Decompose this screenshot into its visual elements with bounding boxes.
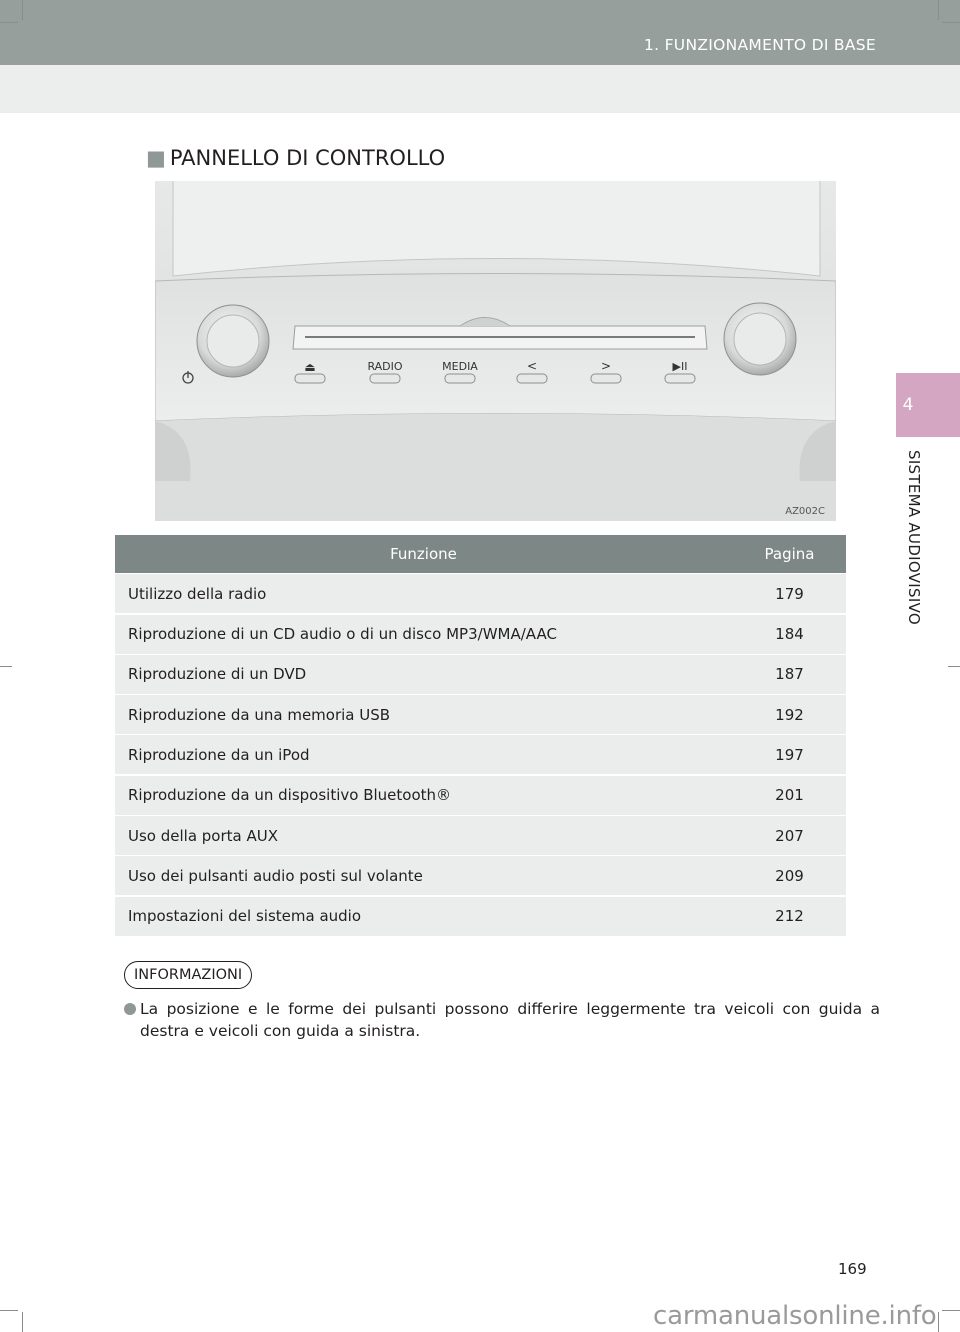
control-panel-figure: [155, 181, 836, 521]
table-row: [115, 574, 846, 613]
crop-mark: [942, 22, 960, 23]
row-funzione: Riproduzione di un CD audio o di un disco MP3/WMA/AAC: [128, 625, 557, 644]
table-row: [115, 816, 846, 855]
row-pagina: 192: [733, 695, 846, 734]
chapter-side-label: [899, 450, 923, 650]
row-pagina: 209: [733, 856, 846, 895]
prev-button-label: <: [526, 359, 538, 373]
row-funzione: Impostazioni del sistema audio: [128, 907, 362, 926]
crop-mark: [948, 666, 960, 667]
crop-mark: [938, 1312, 939, 1332]
info-badge: INFORMAZIONI: [124, 961, 252, 989]
table-header: [115, 535, 846, 573]
chapter-tab: [896, 373, 960, 437]
square-bullet-icon: ■: [146, 146, 166, 170]
section-title-text: PANNELLO DI CONTROLLO: [169, 146, 446, 170]
row-pagina: 207: [733, 816, 846, 855]
row-funzione: Utilizzo della radio: [128, 584, 267, 603]
table-row: [115, 655, 846, 694]
chapter-number: 4: [902, 395, 914, 415]
crop-mark: [22, 1312, 23, 1332]
row-funzione: Riproduzione da una memoria USB: [128, 705, 391, 724]
eject-button-label: ⏏: [304, 360, 316, 374]
row-funzione: Riproduzione da un iPod: [128, 745, 310, 764]
crop-mark: [942, 1310, 960, 1311]
crop-mark: [0, 22, 18, 23]
table-row: [115, 856, 846, 895]
crop-mark: [938, 0, 939, 20]
header-funzione: Funzione: [390, 545, 457, 563]
row-funzione: Uso dei pulsanti audio posti sul volante: [128, 866, 423, 885]
page-number: 169: [838, 1260, 867, 1278]
play-pause-button-label: ▶II: [672, 360, 688, 373]
header-bar: [0, 0, 960, 65]
row-pagina: 187: [733, 655, 846, 694]
crop-mark: [0, 1310, 18, 1311]
chapter-title: 1. FUNZIONAMENTO DI BASE: [643, 36, 876, 54]
table-row: [115, 897, 846, 936]
section-title: [146, 146, 445, 170]
table-row: [115, 615, 846, 654]
figure-code: AZ002C: [785, 506, 825, 517]
media-button-label: MEDIA: [442, 360, 478, 373]
row-pagina: 212: [733, 897, 846, 936]
row-pagina: 179: [733, 574, 846, 613]
table-row: [115, 695, 846, 734]
header-strip: [0, 65, 960, 113]
function-table: [115, 535, 846, 936]
row-funzione: Riproduzione di un DVD: [128, 665, 307, 684]
radio-button-label: RADIO: [367, 360, 403, 373]
info-bullet-text: La posizione e le forme dei pulsanti possono differire leggermente tra veicoli con guida a destra e veicoli con guida a sinistra.: [140, 1000, 880, 1040]
row-pagina: 201: [733, 776, 846, 815]
next-button-label: >: [600, 359, 612, 373]
watermark: carmanualsonline.info: [653, 1301, 937, 1331]
chapter-side-label-text: SISTEMA AUDIOVISIVO: [905, 450, 923, 625]
table-row: [115, 776, 846, 815]
table-row: [115, 735, 846, 774]
bullet-dot-icon: [124, 1003, 136, 1015]
row-funzione: Riproduzione da un dispositivo Bluetooth®: [128, 786, 452, 805]
row-funzione: Uso della porta AUX: [128, 826, 279, 845]
crop-mark: [0, 666, 12, 667]
header-pagina: Pagina: [733, 535, 846, 573]
crop-mark: [22, 0, 23, 20]
row-pagina: 197: [733, 735, 846, 774]
row-pagina: 184: [733, 615, 846, 654]
